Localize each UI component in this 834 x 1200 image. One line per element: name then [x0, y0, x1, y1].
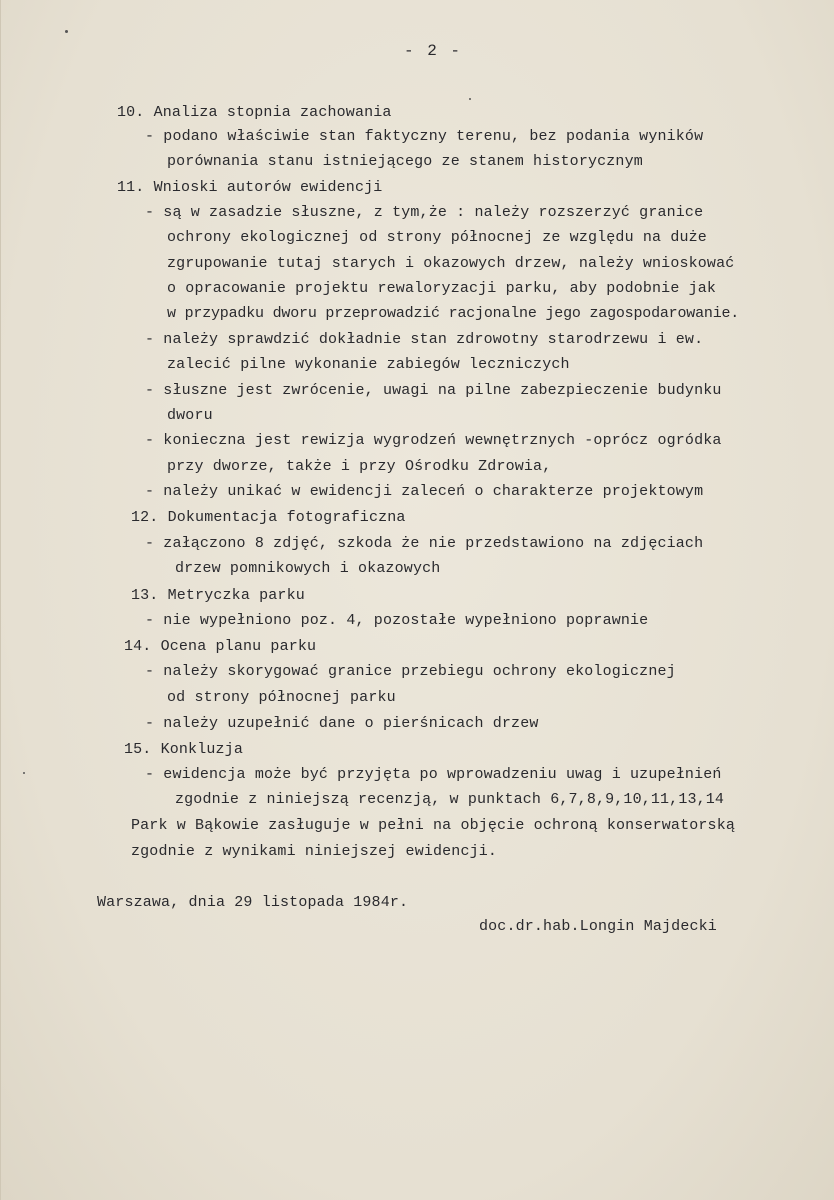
section-heading: 12. Dokumentacja fotograficzna [131, 509, 406, 526]
section-line: od strony północnej parku [167, 689, 396, 706]
section-line: - są w zasadzie słuszne, z tym,że : należy rozszerzyć granice [145, 204, 704, 221]
section-line: - należy unikać w ewidencji zaleceń o charakterze projektowym [145, 483, 704, 500]
place-date: Warszawa, dnia 29 listopada 1984r. [97, 894, 409, 911]
section-line: drzew pomnikowych i okazowych [175, 560, 441, 577]
section-line: ochrony ekologicznej od strony północnej ze względu na duże [167, 229, 707, 246]
section-heading: 14. Ocena planu parku [124, 638, 317, 655]
section-line: - należy skorygować granice przebiegu ochrony ekologicznej [145, 663, 676, 680]
section-line: w przypadku dworu przeprowadzić racjonalne jego zagospodarowanie. [167, 305, 740, 322]
section-line: - podano właściwie stan faktyczny terenu, bez podania wyników [145, 128, 704, 145]
paper-speck [23, 772, 25, 774]
section-line: dworu [167, 407, 213, 424]
section-heading: 15. Konkluzja [124, 741, 243, 758]
section-line: zalecić pilne wykonanie zabiegów leczniczych [167, 356, 570, 373]
section-line: - konieczna jest rewizja wygrodzeń wewnętrznych -oprócz ogródka [145, 432, 722, 449]
section-line: - należy uzupełnić dane o pierśnicach drzew [145, 715, 539, 732]
paper-speck [469, 98, 471, 100]
section-line: - słuszne jest zwrócenie, uwagi na pilne zabezpieczenie budynku [145, 382, 722, 399]
section-line: o opracowanie projektu rewaloryzacji parku, aby podobnie jak [167, 280, 717, 297]
section-line: - ewidencja może być przyjęta po wprowadzeniu uwag i uzupełnień [145, 766, 722, 783]
section-line: przy dworze, także i przy Ośrodku Zdrowia, [167, 458, 552, 475]
section-heading: 11. Wnioski autorów ewidencji [117, 179, 383, 196]
conclusion-line: Park w Bąkowie zasługuje w pełni na objęcie ochroną konserwatorską [131, 817, 735, 834]
section-line: - załączono 8 zdjęć, szkoda że nie przedstawiono na zdjęciach [145, 535, 704, 552]
page-number: - 2 - [404, 42, 463, 60]
section-line: - należy sprawdzić dokładnie stan zdrowotny starodrzewu i ew. [145, 331, 704, 348]
section-line: - nie wypełniono poz. 4, pozostałe wypełniono poprawnie [145, 612, 649, 629]
section-line: porównania stanu istniejącego ze stanem historycznym [167, 153, 643, 170]
section-line: zgrupowanie tutaj starych i okazowych drzew, należy wnioskować [167, 255, 735, 272]
conclusion-line: zgodnie z wynikami niniejszej ewidencji. [131, 843, 498, 860]
section-heading: 13. Metryczka parku [131, 587, 305, 604]
signature: doc.dr.hab.Longin Majdecki [479, 918, 717, 935]
paper-speck [65, 30, 68, 33]
section-line: zgodnie z niniejszą recenzją, w punktach 6,7,8,9,10,11,13,14 [175, 791, 725, 808]
section-heading: 10. Analiza stopnia zachowania [117, 104, 392, 121]
